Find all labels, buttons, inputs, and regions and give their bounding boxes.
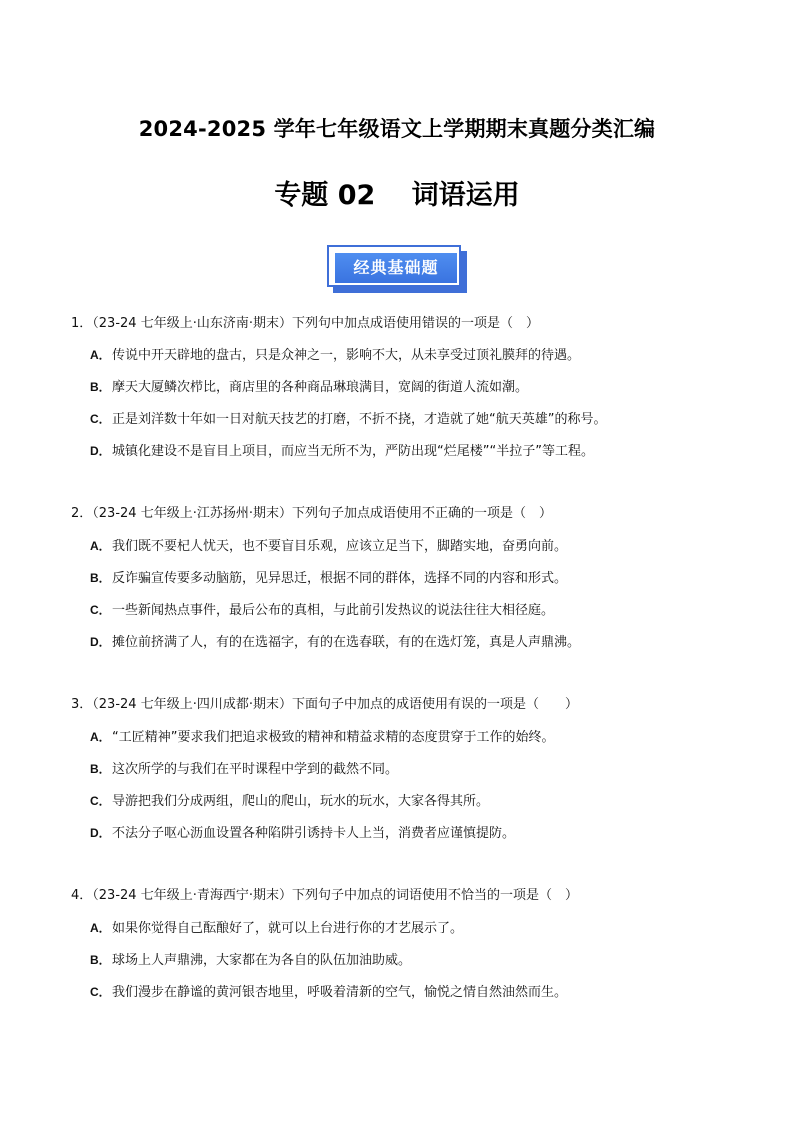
question-3-stem: 3．（23-24 七年级上·四川成都·期末）下面句子中加点的成语使用有误的一项是（ ） (71, 697, 578, 712)
section-badge (327, 245, 467, 295)
question-4-option-b[interactable]: B．球场上人声鼎沸，大家都在为各自的队伍加油助威。 (90, 953, 412, 968)
question-1-option-b[interactable]: B．摩天大厦鳞次栉比，商店里的各种商品琳琅满目，宽阔的街道人流如潮。 (90, 380, 529, 395)
question-1-option-c[interactable]: C．正是刘洋数十年如一日对航天技艺的打磨，不折不挠，才造就了她“航天英雄”的称号。 (90, 412, 607, 427)
question-1-option-d[interactable]: D．城镇化建设不是盲目上项目，而应当无所不为，严防出现“烂尾楼”“半拉子”等工程。 (90, 444, 594, 459)
question-4-option-c[interactable]: C．我们漫步在静谧的黄河银杏地里，呼吸着清新的空气，愉悦之情自然油然而生。 (90, 985, 568, 1000)
question-3-option-b[interactable]: B．这次所学的与我们在平时课程中学到的截然不同。 (90, 762, 399, 777)
document-title: 2024-2025 学年七年级语文上学期期末真题分类汇编 (138, 117, 656, 141)
badge-label: 经典基础题 (335, 253, 457, 283)
question-2-option-b[interactable]: B．反诈骗宣传要多动脑筋，见异思迁，根据不同的群体，选择不同的内容和形式。 (90, 571, 568, 586)
question-3-option-a[interactable]: A．“工匠精神”要求我们把追求极致的精神和精益求精的态度贯穿于工作的始终。 (90, 730, 555, 745)
question-1-option-a[interactable]: A．传说中开天辟地的盘古，只是众神之一，影响不大，从未享受过顶礼膜拜的待遇。 (90, 348, 581, 363)
topic-title: 专题 02 词语运用 (274, 180, 520, 211)
question-4-stem: 4．（23-24 七年级上·青海西宁·期末）下列句子中加点的词语使用不恰当的一项是（ ） (71, 888, 578, 903)
question-3-option-d[interactable]: D．不法分子呕心沥血设置各种陷阱引诱持卡人上当，消费者应谨慎提防。 (90, 826, 516, 841)
question-2-option-c[interactable]: C．一些新闻热点事件，最后公布的真相，与此前引发热议的说法往往大相径庭。 (90, 603, 555, 618)
question-2-option-d[interactable]: D．摊位前挤满了人，有的在选福字，有的在选春联，有的在选灯笼，真是人声鼎沸。 (90, 635, 581, 650)
question-2-option-a[interactable]: A．我们既不要杞人忧天，也不要盲目乐观，应该立足当下，脚踏实地，奋勇向前。 (90, 539, 568, 554)
question-2-stem: 2．（23-24 七年级上·江苏扬州·期末）下列句子加点成语使用不正确的一项是（ ） (71, 506, 552, 521)
question-3-option-c[interactable]: C．导游把我们分成两组，爬山的爬山，玩水的玩水，大家各得其所。 (90, 794, 490, 809)
badge-frame (327, 245, 461, 287)
question-1-stem: 1．（23-24 七年级上·山东济南·期末）下列句中加点成语使用错误的一项是（ ） (71, 316, 539, 331)
question-4-option-a[interactable]: A．如果你觉得自己酝酿好了，就可以上台进行你的才艺展示了。 (90, 921, 464, 936)
